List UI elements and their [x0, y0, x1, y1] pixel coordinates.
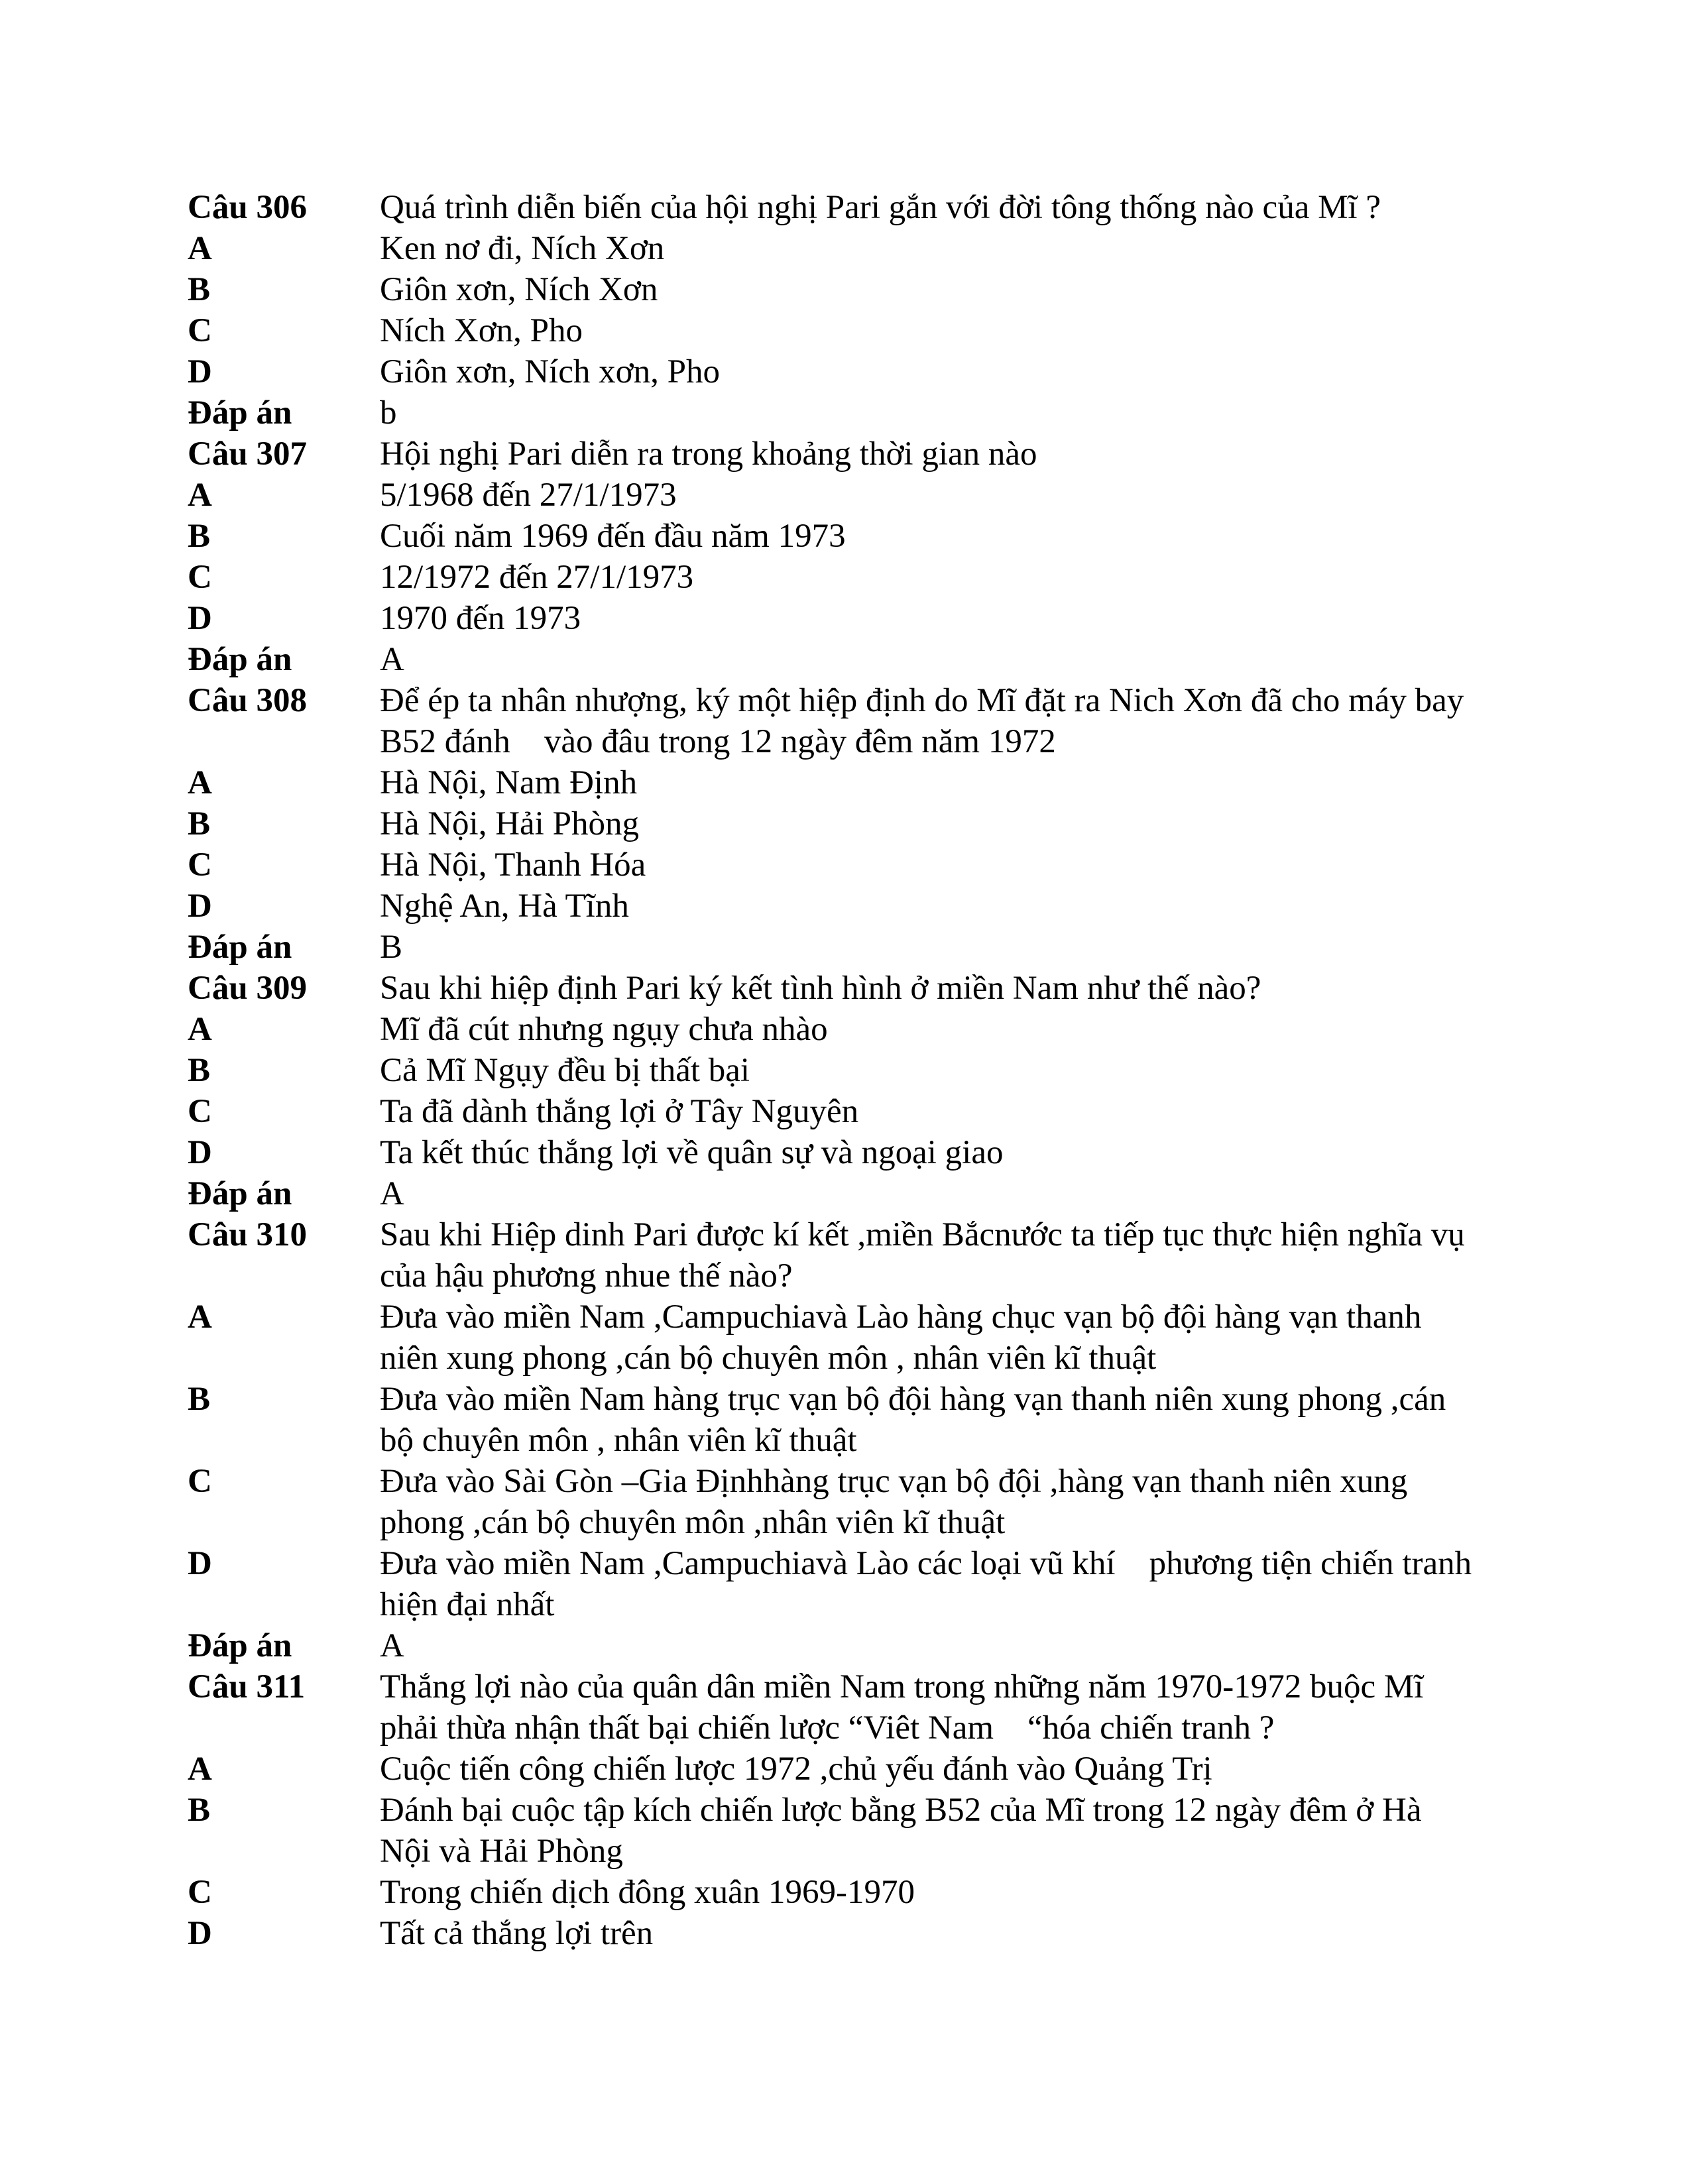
option-text: Mĩ đã cút nhưng ngụy chưa nhào	[380, 1011, 828, 1048]
question-row	[188, 968, 1480, 1009]
option-letter: A	[188, 764, 212, 801]
option-letter: C	[188, 1093, 212, 1130]
option-letter: C	[188, 559, 212, 596]
option-text: Cuộc tiến công chiến lược 1972 ,chủ yếu đánh vào Quảng Trị	[380, 1751, 1212, 1788]
option-row	[188, 762, 1480, 803]
option-row	[188, 1461, 1480, 1543]
option-letter: A	[188, 477, 212, 514]
option-row	[188, 844, 1480, 886]
option-row	[188, 516, 1480, 557]
option-letter: B	[188, 518, 211, 555]
option-letter: B	[188, 1792, 211, 1829]
option-letter: C	[188, 1463, 212, 1500]
option-letter: D	[188, 1134, 212, 1171]
option-letter: A	[188, 1751, 212, 1788]
question-label: Câu 311	[188, 1668, 306, 1705]
answer-row	[188, 392, 1480, 433]
question-label: Câu 308	[188, 682, 307, 719]
question-row	[188, 433, 1480, 475]
question-label: Câu 306	[188, 189, 307, 226]
answer-label: Đáp án	[188, 1627, 292, 1664]
option-letter: C	[188, 1874, 212, 1911]
question-text: Hội nghị Pari diễn ra trong khoảng thời gian nào	[380, 435, 1037, 473]
option-row	[188, 1132, 1480, 1173]
answer-label: Đáp án	[188, 929, 292, 966]
option-text: 1970 đến 1973	[380, 600, 581, 637]
question-row	[188, 1666, 1480, 1749]
option-text: 12/1972 đến 27/1/1973	[380, 559, 694, 596]
option-row	[188, 557, 1480, 598]
question-label: Câu 309	[188, 970, 307, 1007]
question-text: Sau khi Hiệp dinh Pari được kí kết ,miền Bắcnước ta tiếp tục thực hiện nghĩa vụ của hậu phương nhue thế nào?	[380, 1216, 1474, 1294]
answer-label: Đáp án	[188, 1175, 292, 1212]
question-row	[188, 680, 1480, 762]
answer-row	[188, 1625, 1480, 1666]
option-row	[188, 1379, 1480, 1461]
option-row	[188, 269, 1480, 310]
option-text: Hà Nội, Thanh Hóa	[380, 846, 646, 884]
option-row	[188, 310, 1480, 351]
option-text: Đánh bại cuộc tập kích chiến lược bằng B52 của Mĩ trong 12 ngày đêm ở Hà Nội và Hải Phòng	[380, 1792, 1430, 1870]
question-text: Quá trình diễn biến của hội nghị Pari gắn với đời tông thống nào của Mĩ ?	[380, 189, 1381, 226]
answer-label: Đáp án	[188, 394, 292, 431]
question-text: Thắng lợi nào của quân dân miền Nam trong những năm 1970-1972 buộc Mĩ phải thừa nhận thất bại chiến lược “Viêt Nam “hóa chiến tranh ?	[380, 1668, 1432, 1747]
option-row	[188, 886, 1480, 927]
question-text: Để ép ta nhân nhượng, ký một hiệp định do Mĩ đặt ra Nich Xơn đã cho máy bay B52 đánh vào đâu trong 12 ngày đêm năm 1972	[380, 682, 1473, 760]
option-letter: D	[188, 1545, 212, 1582]
option-text: Ta đã dành thắng lợi ở Tây Nguyên	[380, 1093, 859, 1130]
option-row	[188, 1913, 1480, 1954]
option-text: Nghệ An, Hà Tĩnh	[380, 888, 629, 925]
answer-row	[188, 1173, 1480, 1214]
option-letter: B	[188, 271, 211, 308]
quiz-content	[188, 187, 1480, 1954]
option-text: Hà Nội, Nam Định	[380, 764, 638, 801]
answer-value: A	[380, 1627, 404, 1664]
option-letter: A	[188, 1298, 212, 1336]
question-row	[188, 187, 1480, 228]
option-row	[188, 1872, 1480, 1913]
option-letter: D	[188, 600, 212, 637]
option-letter: C	[188, 312, 212, 349]
option-row	[188, 598, 1480, 639]
option-row	[188, 1543, 1480, 1625]
question-text: Sau khi hiệp định Pari ký kết tình hình ở miền Nam như thế nào?	[380, 970, 1261, 1007]
question-label: Câu 310	[188, 1216, 307, 1253]
answer-value: B	[380, 929, 403, 966]
answer-row	[188, 927, 1480, 968]
option-letter: C	[188, 846, 212, 884]
answer-value: A	[380, 1175, 404, 1212]
option-letter: B	[188, 1381, 211, 1418]
option-text: Giôn xơn, Ních Xơn	[380, 271, 658, 308]
option-text: 5/1968 đến 27/1/1973	[380, 477, 677, 514]
option-text: Đưa vào miền Nam ,Campuchiavà Lào các loại vũ khí phương tiện chiến tranh hiện đại nhất	[380, 1545, 1480, 1623]
option-row	[188, 1296, 1480, 1379]
answer-row	[188, 639, 1480, 680]
answer-value: b	[380, 394, 397, 431]
option-text: Ta kết thúc thắng lợi về quân sự và ngoại giao	[380, 1134, 1004, 1171]
answer-value: A	[380, 641, 404, 678]
option-row	[188, 1749, 1480, 1790]
option-row	[188, 803, 1480, 844]
option-row	[188, 1050, 1480, 1091]
option-row	[188, 228, 1480, 269]
option-letter: B	[188, 805, 211, 842]
option-letter: D	[188, 888, 212, 925]
option-letter: A	[188, 230, 212, 267]
option-row	[188, 475, 1480, 516]
option-text: Cả Mĩ Ngụy đều bị thất bại	[380, 1052, 750, 1089]
option-letter: A	[188, 1011, 212, 1048]
option-letter: D	[188, 1915, 212, 1952]
option-row	[188, 351, 1480, 392]
option-text: Ken nơ đi, Ních Xơn	[380, 230, 665, 267]
option-text: Ních Xơn, Pho	[380, 312, 583, 349]
option-text: Trong chiến dịch đông xuân 1969-1970	[380, 1874, 915, 1911]
option-row	[188, 1790, 1480, 1872]
question-row	[188, 1214, 1480, 1296]
option-text: Đưa vào Sài Gòn –Gia Địnhhàng trục vạn bộ đội ,hàng vạn thanh niên xung phong ,cán bộ chuyên môn ,nhân viên kĩ thuật	[380, 1463, 1416, 1541]
option-text: Cuối năm 1969 đến đầu năm 1973	[380, 518, 846, 555]
option-letter: B	[188, 1052, 211, 1089]
option-letter: D	[188, 353, 212, 390]
option-row	[188, 1009, 1480, 1050]
option-text: Hà Nội, Hải Phòng	[380, 805, 639, 842]
question-label: Câu 307	[188, 435, 307, 473]
option-text: Giôn xơn, Ních xơn, Pho	[380, 353, 720, 390]
option-row	[188, 1091, 1480, 1132]
option-text: Đưa vào miền Nam hàng trục vạn bộ đội hàng vạn thanh niên xung phong ,cán bộ chuyên môn , nhân viên kĩ thuật	[380, 1381, 1454, 1459]
option-text: Tất cả thắng lợi trên	[380, 1915, 654, 1952]
option-text: Đưa vào miền Nam ,Campuchiavà Lào hàng chục vạn bộ đội hàng vạn thanh niên xung phong ,cán bộ chuyên môn , nhân viên kĩ thuật	[380, 1298, 1430, 1377]
answer-label: Đáp án	[188, 641, 292, 678]
